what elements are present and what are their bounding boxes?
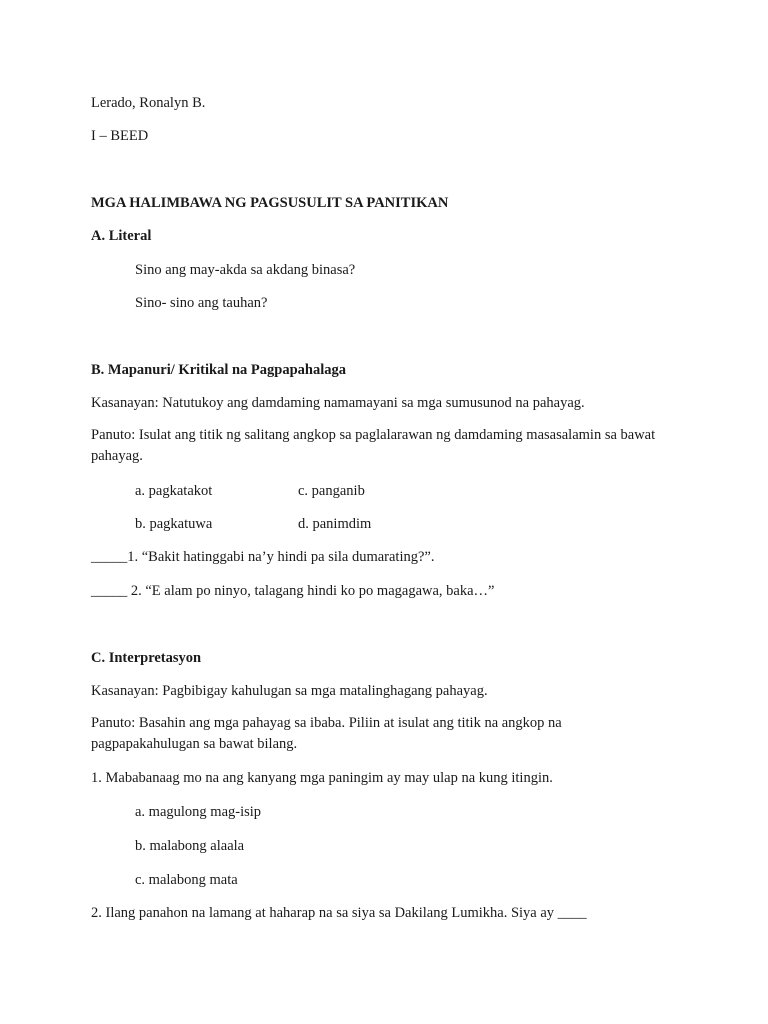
section-c-panuto: Panuto: Basahin ang mga pahayag sa ibaba. Piliin at isulat ang titik na angkop na pagpapakahulugan sa bawat bilang. — [91, 715, 562, 752]
section-a-question: Sino ang may-akda sa akdang binasa? — [135, 262, 356, 278]
section-b-item-2: _____ 2. “E alam po ninyo, talagang hindi ko po magagawa, baka…” — [91, 583, 495, 599]
section-c-heading: C. Interpretasyon — [91, 650, 202, 666]
course-label: I – BEED — [91, 128, 149, 144]
section-b-item-1: _____1. “Bakit hatinggabi na’y hindi pa sila dumarating?”. — [91, 549, 435, 565]
document-title: MGA HALIMBAWA NG PAGSUSULIT SA PANITIKAN — [91, 195, 449, 211]
section-c-item-2: 2. Ilang panahon na lamang at haharap na sa siya sa Dakilang Lumikha. Siya ay ____ — [91, 905, 587, 921]
author-name: Lerado, Ronalyn B. — [91, 95, 206, 111]
section-a-question: Sino- sino ang tauhan? — [135, 295, 268, 311]
section-b-kasanayan: Kasanayan: Natutukoy ang damdaming namamayani sa mga sumusunod na pahayag. — [91, 395, 585, 411]
section-b-panuto: Panuto: Isulat ang titik ng salitang angkop sa paglalarawan ng damdaming masasalamin sa bawat pahayag. — [91, 427, 656, 464]
choice-b: b. pagkatuwa — [135, 516, 213, 532]
choice-d: d. panimdim — [298, 516, 372, 532]
item-1-choice-b: b. malabong alaala — [135, 838, 245, 854]
choice-a: a. pagkatakot — [135, 483, 213, 499]
section-c-item-1: 1. Mababanaag mo na ang kanyang mga paningim ay may ulap na kung itingin. — [91, 770, 553, 786]
section-a-heading: A. Literal — [91, 228, 152, 244]
section-b-heading: B. Mapanuri/ Kritikal na Pagpapahalaga — [91, 362, 347, 378]
choice-c: c. panganib — [298, 483, 365, 499]
item-1-choice-c: c. malabong mata — [135, 872, 238, 888]
section-c-kasanayan: Kasanayan: Pagbibigay kahulugan sa mga matalinghagang pahayag. — [91, 683, 488, 699]
item-1-choice-a: a. magulong mag-isip — [135, 804, 262, 820]
